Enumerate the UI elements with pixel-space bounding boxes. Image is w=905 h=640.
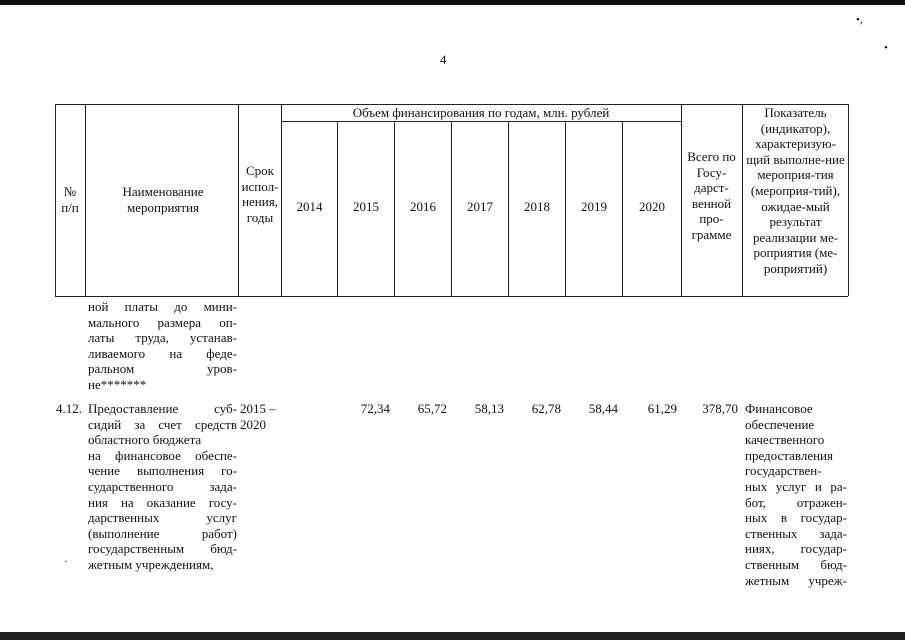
header-name: Наименование мероприятия xyxy=(122,184,204,215)
name-line: на финансовое обеспе- xyxy=(88,447,237,463)
term-line: 2020 xyxy=(240,416,266,432)
col-border xyxy=(681,104,682,296)
name-line: Предоставление суб- xyxy=(88,401,237,416)
indicator-line: качественного xyxy=(745,432,825,448)
value-cell: 58,44 xyxy=(588,401,618,416)
header-indicator: Показатель (индикатор), характеризую-щий выполне-ние мероприя-тия (мероприя-тий), ожидае-мый результат реализации ме-роприятия (ме-роприятий) xyxy=(746,105,845,276)
indicator-line: ных в государ- xyxy=(745,510,847,526)
name-line: сидий за счет средств xyxy=(88,416,237,432)
col-border xyxy=(55,104,56,296)
name-line: мального размера оп- xyxy=(88,314,237,330)
scan-speck: •, xyxy=(856,14,863,26)
header-year: 2017 xyxy=(467,199,493,214)
header-year: 2020 xyxy=(639,199,665,214)
value-cell: 62,78 xyxy=(531,401,561,416)
value-cell: 61,29 xyxy=(647,401,677,416)
name-line: чение выполнения го- xyxy=(88,463,237,479)
scan-speck: · xyxy=(64,556,68,568)
col-border xyxy=(85,104,86,296)
term-line: 2015 – xyxy=(240,401,276,416)
header-year: 2014 xyxy=(296,199,323,214)
header-year: 2019 xyxy=(581,199,607,214)
row-indicator xyxy=(745,401,847,588)
header-term: Срок испол-нения, годы xyxy=(241,163,279,225)
page-number: 4 xyxy=(440,52,447,67)
header-funding-group: Объем финансирования по годам, млн. рублей xyxy=(352,105,610,120)
name-line: областного бюджета xyxy=(88,432,202,448)
name-line: (выполнение работ) xyxy=(88,525,237,541)
indicator-line: ных услуг и ра- xyxy=(745,478,847,494)
indicator-line: жетным учреж- xyxy=(745,572,847,588)
indicator-line: ниях, государ- xyxy=(745,541,847,557)
header-num: № п/п xyxy=(61,184,79,215)
bottom-edge-bar xyxy=(0,632,905,640)
continued-row-name xyxy=(88,299,237,393)
header-year: 2018 xyxy=(524,199,550,214)
name-line: латы труда, устанав- xyxy=(88,330,237,346)
value-cell: 65,72 xyxy=(417,401,447,416)
total-cell: 378,70 xyxy=(702,401,738,416)
col-border xyxy=(742,104,743,296)
indicator-line: обеспечение xyxy=(745,416,815,432)
funding-header-divider xyxy=(281,121,681,122)
row-term xyxy=(240,401,282,432)
value-cell: 72,34 xyxy=(360,401,390,416)
header-year: 2015 xyxy=(353,199,379,214)
name-line: не******* xyxy=(88,376,147,392)
name-line: ральном уров- xyxy=(88,361,237,377)
indicator-line: бот, отражен- xyxy=(745,494,847,510)
row-number: 4.12. xyxy=(56,401,82,416)
indicator-line: государствен- xyxy=(745,463,822,479)
name-line: ливаемого на феде- xyxy=(88,345,237,361)
indicator-line: предоставления xyxy=(745,447,833,463)
scan-speck: • xyxy=(884,42,888,54)
header-total: Всего по Госу-дарст-венной про-грамме xyxy=(687,149,736,242)
name-line: ной платы до мини- xyxy=(88,299,237,314)
top-edge-bar xyxy=(0,0,905,5)
name-line: дарственных услуг xyxy=(88,510,237,526)
indicator-line: ственных зада- xyxy=(745,525,847,541)
name-line: сударственного зада- xyxy=(88,478,237,494)
header-year: 2016 xyxy=(410,199,436,214)
row-name xyxy=(88,401,237,573)
indicator-line: Финансовое xyxy=(745,401,813,416)
col-border xyxy=(848,104,849,296)
name-line: жетным учреждениям, xyxy=(88,556,214,572)
name-line: государственным бюд- xyxy=(88,541,237,557)
name-line: ния на оказание госу- xyxy=(88,494,237,510)
header-bottom-border xyxy=(55,296,848,297)
col-border xyxy=(238,104,239,296)
indicator-line: ственным бюд- xyxy=(745,556,847,572)
value-cell: 58,13 xyxy=(474,401,504,416)
